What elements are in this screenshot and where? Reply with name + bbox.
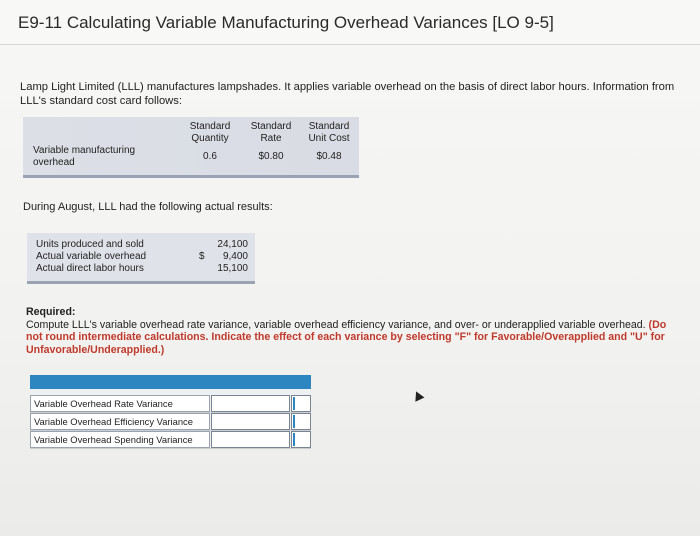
select-marker [293, 397, 295, 410]
header-standard-rate: Standard Rate [250, 121, 292, 144]
answer-row-efficiency-variance [30, 413, 311, 431]
spending-variance-amount-input[interactable] [211, 431, 290, 448]
actual-row-value: 15,100 [217, 263, 248, 274]
required-text: Compute LLL's variable overhead rate variance, variable overhead efficiency variance, and over- or underapplied variable overhead. [26, 318, 646, 331]
dollar-sign: $ [199, 251, 205, 262]
efficiency-variance-amount-input[interactable] [211, 413, 290, 430]
header [0, 0, 700, 45]
select-marker [293, 415, 295, 428]
required-note: (Do not round intermediate calculations. Indicate the effect of each variance by selecting "F" for Favorable/Overapplied and "U" for Unfavorable/Underapplied.) [26, 318, 667, 356]
page-title: E9-11 Calculating Variable Manufacturing Overhead Variances [LO 9-5] [18, 13, 554, 32]
header-standard-unit-cost: Standard Unit Cost [308, 121, 350, 144]
actual-row-label: Actual direct labor hours [36, 263, 144, 274]
answer-row-label: Variable Overhead Spending Variance [30, 431, 210, 448]
standard-row-label: Variable manufacturing overhead [33, 145, 136, 168]
actual-row-label: Actual variable overhead [36, 251, 147, 262]
actual-row-label: Units produced and sold [36, 239, 144, 250]
answer-table-header [30, 375, 311, 389]
actual-results-intro: During August, LLL had the following actual results: [23, 201, 273, 213]
required-section [26, 306, 676, 356]
required-heading: Required: [26, 306, 76, 318]
spending-variance-effect-select[interactable] [291, 431, 311, 448]
answer-row-label: Variable Overhead Rate Variance [30, 395, 210, 412]
table-divider [27, 281, 255, 284]
value-standard-quantity: 0.6 [203, 151, 217, 162]
intro-text: Lamp Light Limited (LLL) manufactures lampshades. It applies variable overhead on the basis of direct labor hours. Information from LLL's standard cost card follows: [20, 81, 675, 107]
actual-row-value: 9,400 [222, 251, 248, 262]
mouse-cursor-icon [412, 389, 425, 401]
standard-cost-table [23, 117, 359, 175]
answer-row-rate-variance [30, 395, 311, 413]
answer-row-spending-variance [30, 431, 311, 449]
select-marker [293, 433, 295, 446]
table-divider [23, 175, 359, 178]
header-standard-quantity: Standard Quantity [189, 121, 231, 144]
answer-row-label: Variable Overhead Efficiency Variance [30, 413, 210, 430]
actual-row-value: 24,100 [217, 239, 248, 250]
efficiency-variance-effect-select[interactable] [291, 413, 311, 430]
rate-variance-amount-input[interactable] [211, 395, 290, 412]
actual-results-table [27, 233, 255, 281]
value-standard-rate: $0.80 [258, 151, 284, 162]
rate-variance-effect-select[interactable] [291, 395, 311, 412]
value-standard-unit-cost: $0.48 [316, 151, 342, 162]
